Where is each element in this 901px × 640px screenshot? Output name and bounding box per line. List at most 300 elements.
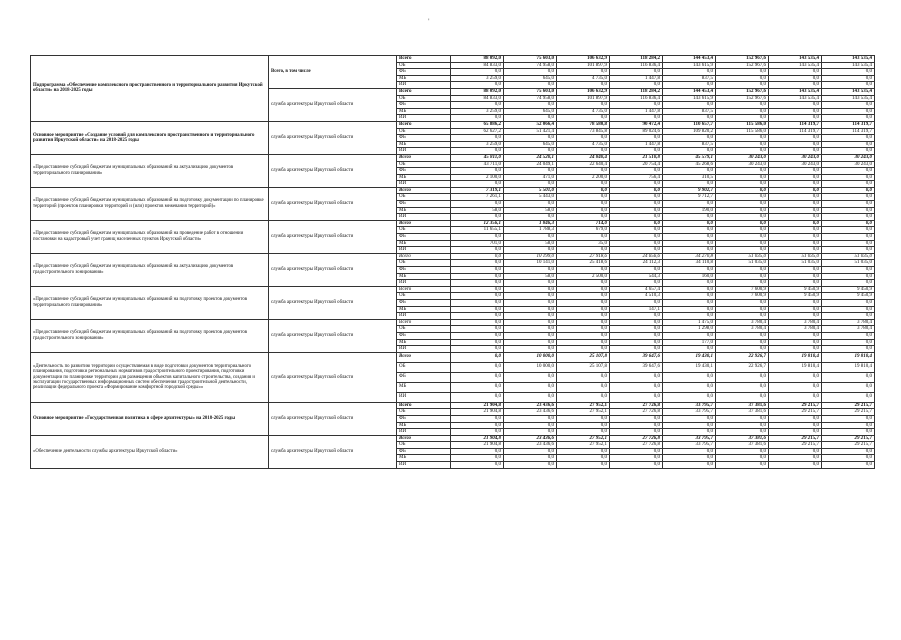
amount-cell: 21 510,8 — [610, 154, 663, 161]
amount-cell: 0,0 — [769, 135, 822, 142]
amount-cell: 0,0 — [504, 181, 557, 188]
amount-cell: 190,0 — [663, 207, 716, 214]
amount-cell: 45 268,6 — [663, 161, 716, 168]
amount-cell: 23 436,6 — [504, 402, 557, 409]
amount-cell: 0,0 — [504, 135, 557, 142]
amount-cell: 0,0 — [822, 415, 875, 422]
amount-cell: 24 840,4 — [557, 154, 610, 161]
amount-cell: 0,0 — [663, 455, 716, 462]
table-row — [31, 352, 875, 362]
amount-cell: 25 107,8 — [557, 362, 610, 372]
funding-source: ИИ — [397, 346, 451, 353]
amount-cell: 147,1 — [610, 306, 663, 313]
amount-cell: 0,0 — [451, 415, 504, 422]
amount-cell: 45 579,1 — [663, 154, 716, 161]
amount-cell: 10 141,0 — [504, 260, 557, 267]
amount-cell: 0,0 — [663, 234, 716, 241]
amount-cell: 0,0 — [451, 293, 504, 300]
amount-cell: 0,0 — [557, 462, 610, 469]
activity-name: Основное мероприятие «Создание условий для комплексного пространственного и территориального развития Иркутской области» на 2018-2025 годы — [31, 121, 269, 154]
amount-cell: 0,0 — [504, 247, 557, 254]
amount-cell: 0,0 — [504, 448, 557, 455]
amount-cell: 0,0 — [504, 372, 557, 382]
funding-source: Всего — [397, 154, 451, 161]
funding-source: ФБ — [397, 135, 451, 142]
amount-cell: 0,0 — [557, 429, 610, 436]
amount-cell: 52 066,4 — [504, 121, 557, 128]
amount-cell: 0,0 — [769, 181, 822, 188]
amount-cell: 0,0 — [557, 168, 610, 175]
amount-cell: 0,0 — [663, 382, 716, 392]
amount-cell: 115 586,0 — [716, 121, 769, 128]
amount-cell: 152 967,6 — [716, 95, 769, 102]
amount-cell: 2 100,0 — [451, 174, 504, 181]
amount-cell: 0,0 — [557, 69, 610, 76]
amount-cell: 0,0 — [451, 168, 504, 175]
amount-cell: 0,0 — [557, 214, 610, 221]
table-row — [31, 187, 875, 194]
amount-cell: 0,0 — [663, 115, 716, 122]
amount-cell: 0,0 — [504, 148, 557, 155]
funding-source: МБ — [397, 273, 451, 280]
amount-cell: 10 000,0 — [504, 352, 557, 362]
amount-cell: 143 535,4 — [822, 56, 875, 63]
amount-cell: 0,0 — [769, 273, 822, 280]
amount-cell: 0,0 — [451, 352, 504, 362]
amount-cell: 0,0 — [822, 75, 875, 82]
funding-source: Всего — [397, 435, 451, 442]
amount-cell: 5 443,0 — [504, 194, 557, 201]
amount-cell: 0,0 — [769, 339, 822, 346]
amount-cell: 701,0 — [451, 240, 504, 247]
amount-cell: 0,0 — [557, 82, 610, 89]
amount-cell: 0,0 — [716, 141, 769, 148]
amount-cell: 0,0 — [716, 247, 769, 254]
amount-cell: 0,0 — [663, 332, 716, 339]
amount-cell: 0,0 — [716, 135, 769, 142]
amount-cell: 3 259,0 — [451, 108, 504, 115]
amount-cell: 0,0 — [451, 102, 504, 109]
amount-cell: 0,0 — [610, 82, 663, 89]
amount-cell: 0,0 — [822, 168, 875, 175]
amount-cell: 0,0 — [504, 462, 557, 469]
amount-cell: 0,0 — [610, 392, 663, 402]
amount-cell: 0,0 — [769, 313, 822, 320]
amount-cell: 0,0 — [557, 422, 610, 429]
amount-cell: 0,0 — [504, 234, 557, 241]
amount-cell: 0,0 — [769, 306, 822, 313]
amount-cell: 10 000,0 — [504, 362, 557, 372]
amount-cell: 0,0 — [716, 220, 769, 227]
amount-cell: 0,0 — [716, 234, 769, 241]
executor: служба архитектуры Иркутской области — [269, 352, 397, 402]
amount-cell: 29 215,7 — [769, 435, 822, 442]
amount-cell: 116 836,4 — [610, 95, 663, 102]
amount-cell: 0,0 — [504, 306, 557, 313]
amount-cell: 3 780,4 — [769, 319, 822, 326]
amount-cell: 0,0 — [557, 299, 610, 306]
amount-cell: 0,0 — [716, 69, 769, 76]
amount-cell: 30 243,0 — [716, 154, 769, 161]
amount-cell: 0,0 — [451, 382, 504, 392]
activity-name: Подпрограмма «Обеспечение комплексного пространственного и территориального развития Иркутской области» на 2018-2025 годы — [31, 56, 269, 122]
amount-cell: 0,0 — [822, 220, 875, 227]
amount-cell: 0,0 — [769, 148, 822, 155]
funding-source: Всего — [397, 402, 451, 409]
amount-cell: 0,0 — [557, 115, 610, 122]
amount-cell: 30 243,0 — [716, 161, 769, 168]
amount-cell: 0,0 — [610, 382, 663, 392]
amount-cell: 0,0 — [610, 280, 663, 287]
amount-cell: 0,0 — [716, 392, 769, 402]
amount-cell: 34 110,8 — [663, 260, 716, 267]
amount-cell: 0,0 — [769, 102, 822, 109]
funding-source: ФБ — [397, 448, 451, 455]
funding-source: МБ — [397, 207, 451, 214]
amount-cell: 39 647,6 — [610, 352, 663, 362]
amount-cell: 24 112,3 — [610, 260, 663, 267]
amount-cell: 0,0 — [504, 339, 557, 346]
amount-cell: 0,0 — [557, 181, 610, 188]
amount-cell: 0,0 — [663, 102, 716, 109]
amount-cell: 143 615,9 — [663, 95, 716, 102]
amount-cell: 0,0 — [822, 448, 875, 455]
amount-cell: 0,0 — [822, 372, 875, 382]
amount-cell: 0,0 — [610, 346, 663, 353]
funding-table — [30, 55, 875, 469]
amount-cell: 0,0 — [716, 148, 769, 155]
amount-cell: 29 215,7 — [822, 402, 875, 409]
amount-cell: 0,0 — [769, 392, 822, 402]
amount-cell: 0,0 — [610, 240, 663, 247]
amount-cell: 1 846,3 — [504, 220, 557, 227]
amount-cell: 0,0 — [822, 240, 875, 247]
amount-cell: 0,0 — [822, 108, 875, 115]
amount-cell: 116 836,4 — [610, 62, 663, 69]
amount-cell: 0,0 — [557, 392, 610, 402]
amount-cell: 0,0 — [610, 448, 663, 455]
amount-cell: 0,0 — [716, 82, 769, 89]
amount-cell: 0,0 — [769, 214, 822, 221]
amount-cell: 0,0 — [716, 115, 769, 122]
amount-cell: 3 780,4 — [822, 326, 875, 333]
amount-cell: 27 918,6 — [557, 253, 610, 260]
amount-cell: 3 259,0 — [451, 141, 504, 148]
amount-cell: 0,0 — [663, 168, 716, 175]
amount-cell: 0,0 — [663, 306, 716, 313]
amount-cell: 51 035,0 — [716, 253, 769, 260]
amount-cell: 0,0 — [451, 448, 504, 455]
amount-cell: 471,0 — [504, 174, 557, 181]
amount-cell: 0,0 — [504, 115, 557, 122]
amount-cell: 0,0 — [610, 422, 663, 429]
amount-cell: 0,0 — [769, 174, 822, 181]
amount-cell: 0,0 — [610, 332, 663, 339]
amount-cell: 143 535,4 — [769, 88, 822, 95]
amount-cell: 9 450,9 — [822, 286, 875, 293]
amount-cell: 27 952,1 — [557, 435, 610, 442]
amount-cell: 143 535,4 — [822, 62, 875, 69]
amount-cell: 21 904,8 — [451, 402, 504, 409]
amount-cell: 0,0 — [504, 214, 557, 221]
amount-cell: 0,0 — [822, 181, 875, 188]
executor: служба архитектуры Иркутской области — [269, 435, 397, 468]
amount-cell: 0,0 — [610, 234, 663, 241]
amount-cell: 75 603,0 — [504, 56, 557, 63]
amount-cell: 84 833,0 — [451, 62, 504, 69]
funding-source: ОБ — [397, 194, 451, 201]
amount-cell: 0,0 — [822, 392, 875, 402]
amount-cell: 0,0 — [557, 448, 610, 455]
amount-cell: 143 615,9 — [663, 62, 716, 69]
funding-table-body — [31, 56, 875, 469]
amount-cell: 0,0 — [663, 214, 716, 221]
amount-cell: 0,0 — [663, 227, 716, 234]
amount-cell: 0,0 — [663, 247, 716, 254]
amount-cell: 115 586,0 — [716, 128, 769, 135]
amount-cell: 0,0 — [822, 201, 875, 208]
amount-cell: 0,0 — [769, 82, 822, 89]
amount-cell: 3 780,4 — [716, 326, 769, 333]
amount-cell: 0,0 — [769, 220, 822, 227]
amount-cell: 0,0 — [557, 319, 610, 326]
amount-cell: 0,0 — [557, 207, 610, 214]
amount-cell: 0,0 — [663, 293, 716, 300]
amount-cell: 0,0 — [610, 227, 663, 234]
amount-cell: 21 904,8 — [451, 435, 504, 442]
activity-name: «Предоставление субсидий бюджетам муниципальных образований на подготовку документации по планировке территорий (проектов планировки территорий и (или) проектов межевания территорий)» — [31, 187, 269, 220]
amount-cell: 2 200,0 — [557, 174, 610, 181]
amount-cell: 22 926,7 — [716, 362, 769, 372]
funding-source: МБ — [397, 422, 451, 429]
amount-cell: 19 810,4 — [822, 362, 875, 372]
amount-cell: 0,0 — [822, 187, 875, 194]
amount-cell: 143 535,4 — [822, 95, 875, 102]
amount-cell: 0,0 — [769, 429, 822, 436]
amount-cell: 0,0 — [504, 346, 557, 353]
table-row — [31, 253, 875, 260]
funding-source: ОБ — [397, 227, 451, 234]
amount-cell: 0,0 — [822, 299, 875, 306]
amount-cell: 21 904,8 — [451, 409, 504, 416]
amount-cell: 0,0 — [663, 422, 716, 429]
amount-cell: 152 967,6 — [716, 62, 769, 69]
amount-cell: 0,0 — [663, 69, 716, 76]
amount-cell: 0,0 — [769, 115, 822, 122]
amount-cell: 7 600,9 — [716, 293, 769, 300]
amount-cell: 0,0 — [716, 181, 769, 188]
table-row — [31, 121, 875, 128]
amount-cell: 30 243,0 — [769, 154, 822, 161]
amount-cell: 0,0 — [663, 267, 716, 274]
amount-cell: 27 726,8 — [610, 409, 663, 416]
amount-cell: 0,0 — [610, 194, 663, 201]
amount-cell: 37 381,6 — [716, 402, 769, 409]
amount-cell: 0,0 — [822, 332, 875, 339]
amount-cell: 27 952,1 — [557, 442, 610, 449]
amount-cell: 0,0 — [716, 346, 769, 353]
amount-cell: 0,0 — [557, 102, 610, 109]
amount-cell: 9 902,7 — [663, 187, 716, 194]
executor: служба архитектуры Иркутской области — [269, 286, 397, 319]
amount-cell: 101 897,9 — [557, 62, 610, 69]
amount-cell: 3 780,4 — [822, 319, 875, 326]
funding-source: Всего — [397, 88, 451, 95]
amount-cell: 0,0 — [716, 168, 769, 175]
funding-source: ФБ — [397, 102, 451, 109]
amount-cell: 0,0 — [451, 135, 504, 142]
amount-cell: 118 284,2 — [610, 56, 663, 63]
amount-cell: 0,0 — [663, 135, 716, 142]
amount-cell: 0,0 — [504, 332, 557, 339]
amount-cell: 45 811,0 — [451, 154, 504, 161]
amount-cell: 0,0 — [663, 372, 716, 382]
amount-cell: 0,0 — [822, 382, 875, 392]
amount-cell: 3 780,4 — [769, 326, 822, 333]
amount-cell: 0,0 — [663, 392, 716, 402]
amount-cell: 0,0 — [504, 415, 557, 422]
amount-cell: 0,0 — [557, 382, 610, 392]
amount-cell: 74 958,0 — [504, 95, 557, 102]
amount-cell: 22 926,7 — [716, 352, 769, 362]
amount-cell: 29 215,7 — [769, 409, 822, 416]
funding-source: ФБ — [397, 415, 451, 422]
amount-cell: 2 500,0 — [557, 273, 610, 280]
amount-cell: 0,0 — [716, 455, 769, 462]
amount-cell: 0,0 — [610, 135, 663, 142]
funding-source: ИИ — [397, 429, 451, 436]
amount-cell: 0,0 — [557, 455, 610, 462]
table-row — [31, 286, 875, 293]
amount-cell: 1 447,8 — [610, 141, 663, 148]
amount-cell: 0,0 — [822, 82, 875, 89]
amount-cell: 0,0 — [451, 273, 504, 280]
amount-cell: 0,0 — [716, 102, 769, 109]
amount-cell: 1 788,3 — [504, 227, 557, 234]
funding-source: МБ — [397, 306, 451, 313]
amount-cell: 29 215,7 — [822, 409, 875, 416]
amount-cell: 143 535,4 — [769, 56, 822, 63]
executor: служба архитектуры Иркутской области — [269, 220, 397, 253]
amount-cell: 3 259,0 — [451, 75, 504, 82]
funding-source: Всего — [397, 253, 451, 260]
amount-cell: 0,0 — [822, 227, 875, 234]
table-row — [31, 435, 875, 442]
amount-cell: 0,0 — [451, 462, 504, 469]
amount-cell: 34 270,8 — [663, 253, 716, 260]
amount-cell: 714,0 — [557, 220, 610, 227]
amount-cell: 0,0 — [769, 168, 822, 175]
amount-cell: 51 421,4 — [504, 128, 557, 135]
amount-cell: 0,0 — [716, 75, 769, 82]
funding-source: Всего — [397, 121, 451, 128]
funding-source: ФБ — [397, 201, 451, 208]
funding-source: ИИ — [397, 313, 451, 320]
amount-cell: 0,0 — [663, 240, 716, 247]
amount-cell: 0,0 — [663, 201, 716, 208]
amount-cell: 0,0 — [451, 346, 504, 353]
amount-cell: 33 795,7 — [663, 442, 716, 449]
funding-source: ОБ — [397, 442, 451, 449]
amount-cell: 24 520,1 — [504, 154, 557, 161]
amount-cell: 0,0 — [557, 372, 610, 382]
amount-cell: 30 243,0 — [822, 161, 875, 168]
amount-cell: 0,0 — [610, 201, 663, 208]
amount-cell: 0,0 — [451, 319, 504, 326]
amount-cell: 0,0 — [610, 148, 663, 155]
amount-cell: 29 215,7 — [769, 402, 822, 409]
amount-cell: 143 535,4 — [769, 95, 822, 102]
amount-cell: 106 632,9 — [557, 88, 610, 95]
amount-cell: 0,0 — [822, 313, 875, 320]
amount-cell: 58,0 — [504, 273, 557, 280]
funding-source: МБ — [397, 339, 451, 346]
amount-cell: 144 453,4 — [663, 56, 716, 63]
funding-source: МБ — [397, 455, 451, 462]
funding-source: ИИ — [397, 392, 451, 402]
amount-cell: 19 430,1 — [663, 362, 716, 372]
amount-cell: 0,0 — [504, 382, 557, 392]
amount-cell: 58,0 — [504, 207, 557, 214]
amount-cell: 645,0 — [504, 141, 557, 148]
amount-cell: 0,0 — [504, 429, 557, 436]
amount-cell: 62 627,2 — [451, 128, 504, 135]
amount-cell: 837,5 — [663, 75, 716, 82]
amount-cell: 0,0 — [769, 462, 822, 469]
amount-cell: 0,0 — [769, 267, 822, 274]
amount-cell: 27 726,8 — [610, 442, 663, 449]
amount-cell: 0,0 — [822, 135, 875, 142]
amount-cell: 0,0 — [769, 194, 822, 201]
amount-cell: 0,0 — [716, 207, 769, 214]
funding-source: МБ — [397, 240, 451, 247]
amount-cell: 0,0 — [716, 422, 769, 429]
amount-cell: 11 655,1 — [451, 227, 504, 234]
amount-cell: 0,0 — [769, 207, 822, 214]
amount-cell: 58,0 — [504, 240, 557, 247]
amount-cell: 0,0 — [557, 187, 610, 194]
amount-cell: 0,0 — [451, 280, 504, 287]
amount-cell: 0,0 — [451, 339, 504, 346]
amount-cell: 0,0 — [716, 429, 769, 436]
amount-cell: 0,0 — [557, 286, 610, 293]
funding-source: ОБ — [397, 362, 451, 372]
amount-cell: 0,0 — [610, 462, 663, 469]
amount-cell: 0,0 — [451, 201, 504, 208]
amount-cell: 0,0 — [716, 382, 769, 392]
amount-cell: 0,0 — [769, 415, 822, 422]
amount-cell: 0,0 — [663, 286, 716, 293]
amount-cell: 37 381,6 — [716, 409, 769, 416]
amount-cell: 144 453,4 — [663, 88, 716, 95]
amount-cell: 114 319,7 — [769, 121, 822, 128]
funding-source: ОБ — [397, 409, 451, 416]
amount-cell: 544,3 — [610, 273, 663, 280]
amount-cell: 51 035,0 — [716, 260, 769, 267]
activity-name: «Предоставление субсидий бюджетам муниципальных образований на подготовку проектов документов территориального планирования» — [31, 286, 269, 319]
amount-cell: 0,0 — [822, 462, 875, 469]
amount-cell: 0,0 — [663, 148, 716, 155]
amount-cell: 0,0 — [822, 267, 875, 274]
amount-cell: 75 603,0 — [504, 88, 557, 95]
amount-cell: 0,0 — [663, 313, 716, 320]
amount-cell: 0,0 — [504, 82, 557, 89]
amount-cell: 0,0 — [716, 462, 769, 469]
amount-cell: 19 810,4 — [769, 362, 822, 372]
amount-cell: 21 904,8 — [451, 442, 504, 449]
amount-cell: 109 820,2 — [663, 128, 716, 135]
amount-cell: 27 726,8 — [610, 435, 663, 442]
